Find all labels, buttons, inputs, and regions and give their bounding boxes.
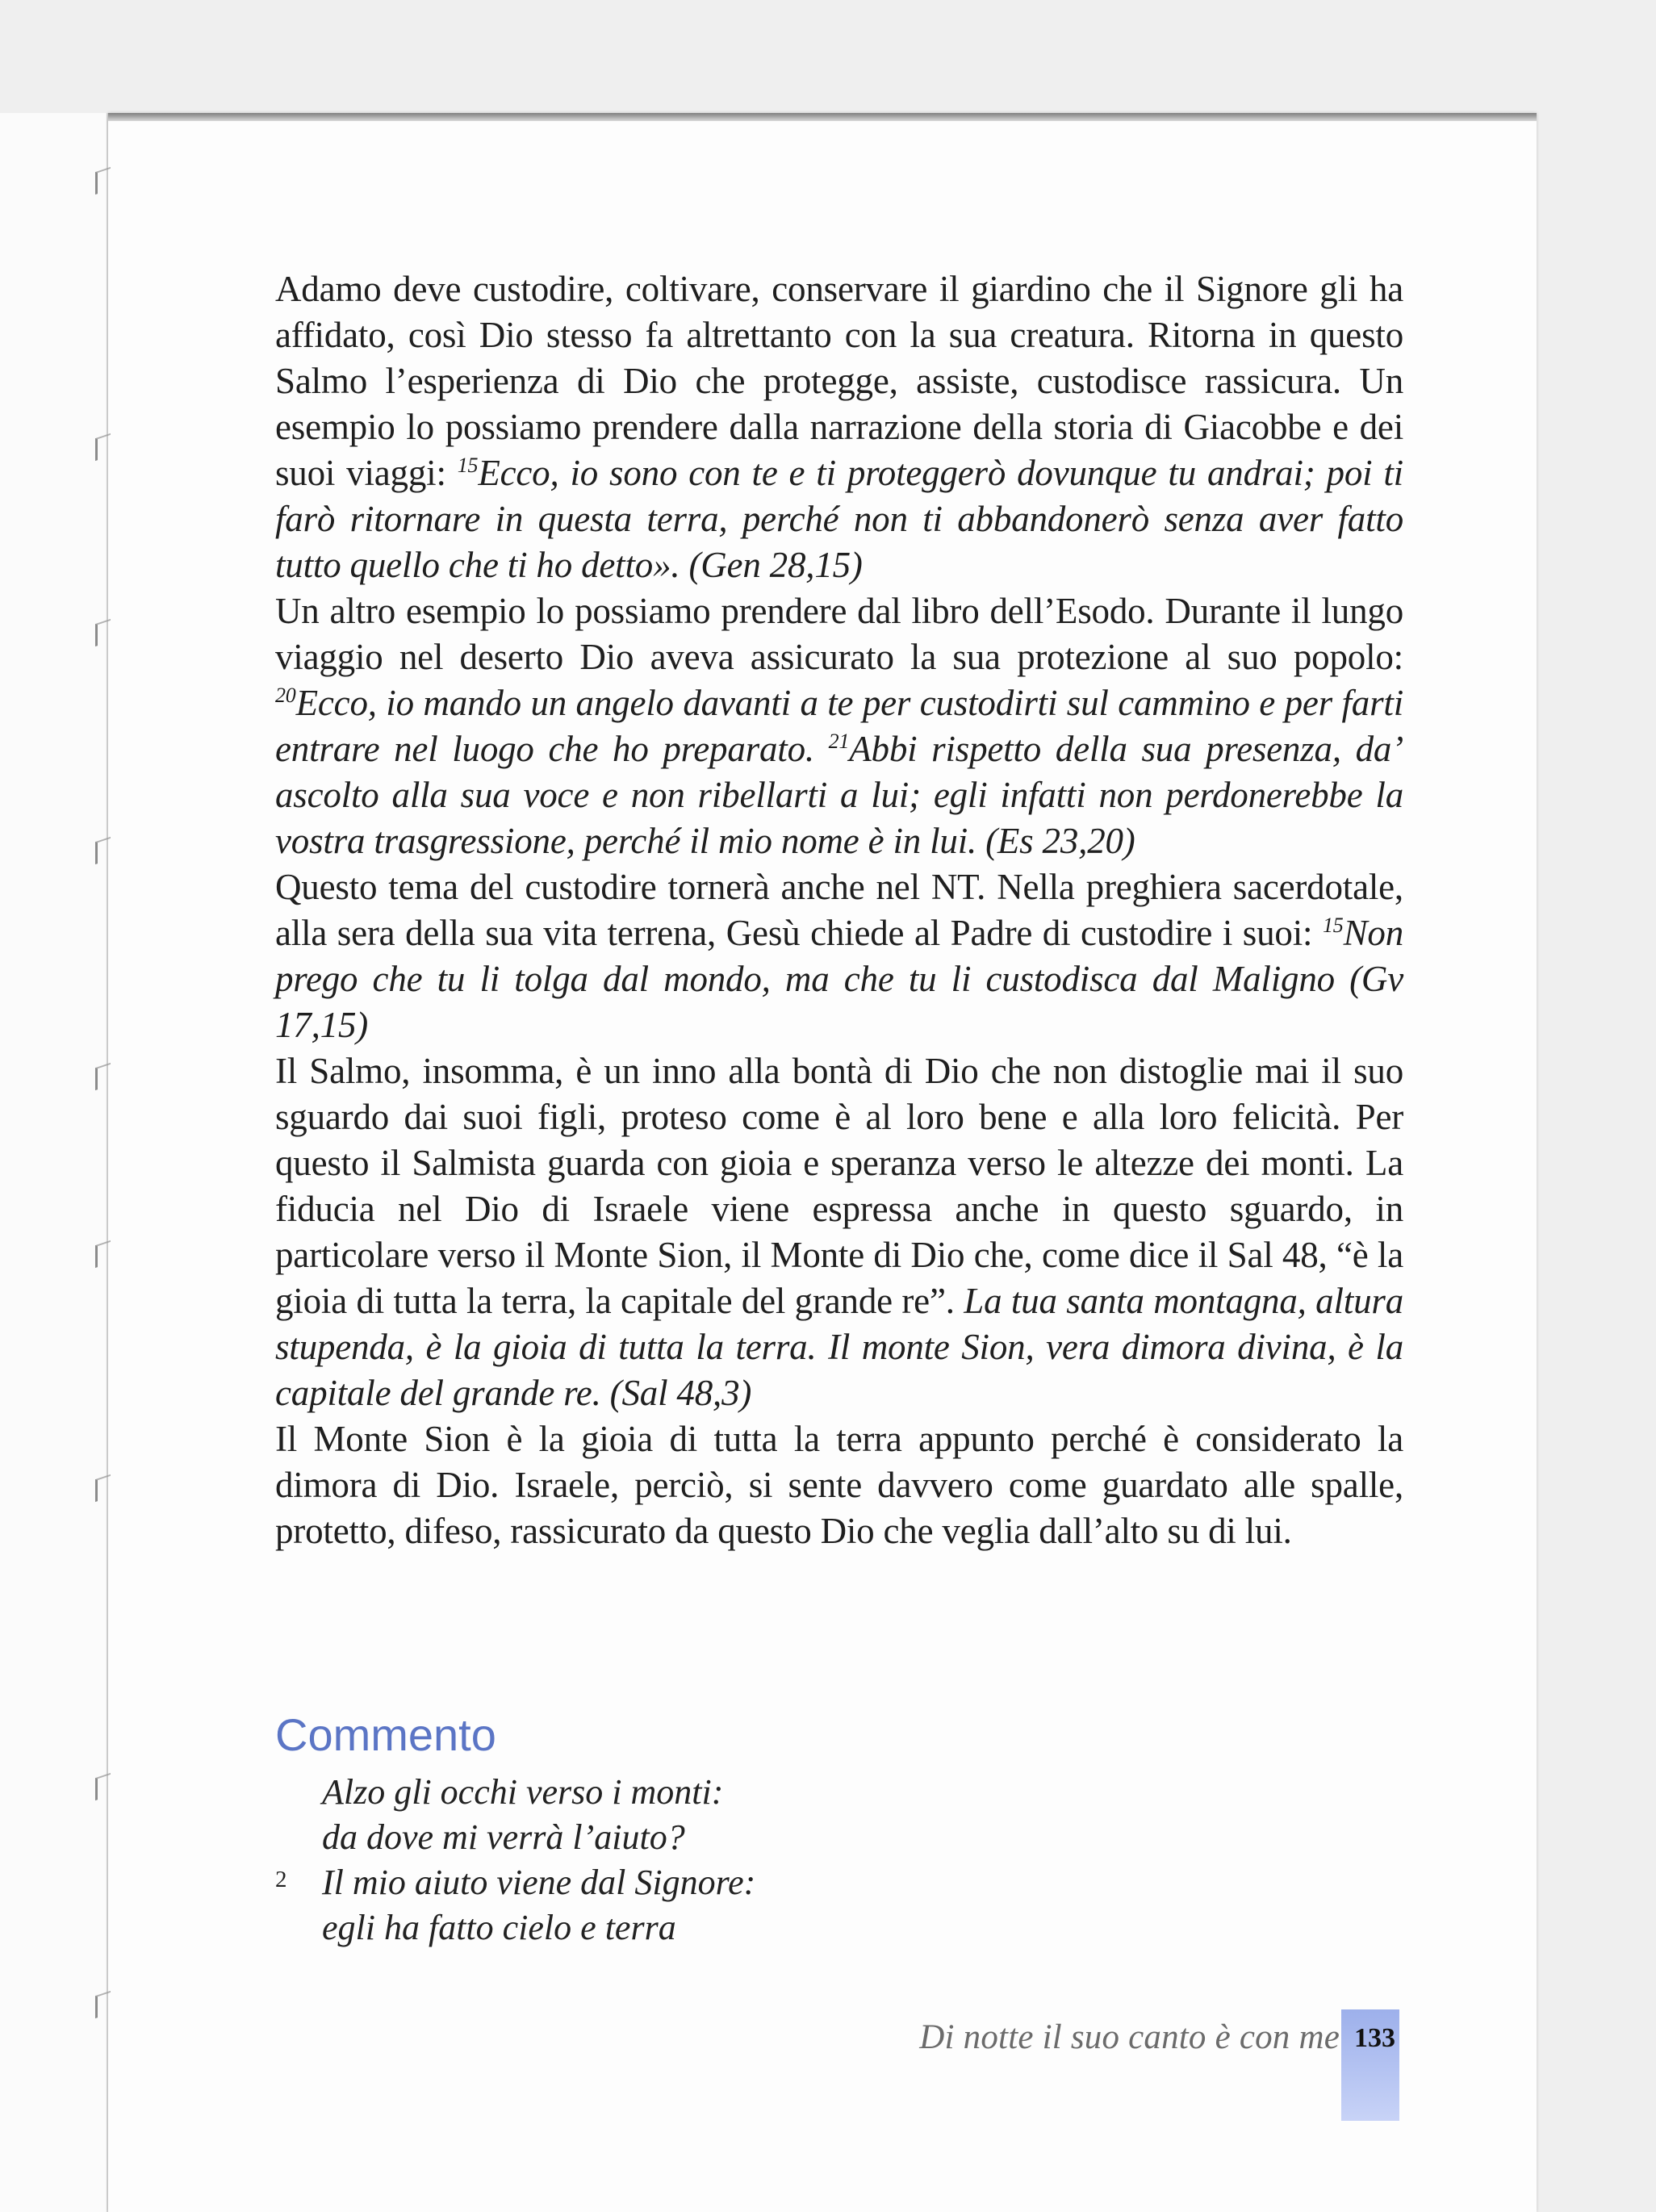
main-text [275,266,1403,1554]
psalm-line-text: Il mio aiuto viene dal Signore: [322,1863,756,1902]
paragraph-text: Questo tema del custodire tornerà anche nel NT. Nella preghiera sacerdotale, alla sera della sua vita terrena, Gesù chiede al Padre di custodire i suoi: [275,867,1403,953]
paragraph-sion [275,1416,1403,1554]
binding-mark [95,1240,111,1268]
bible-quote: Ecco, io sono con te e ti proteggerò dovunque tu andrai; poi ti farò ritornare in questa terra, perché non ti abbandonerò senza aver fatto tutto quello che ti ho detto». (Gen 28,15) [275,453,1403,585]
verse-number: 21 [828,730,850,753]
running-footer-title: Di notte il suo canto è con me [919,2018,1340,2056]
paragraph-text: Un altro esempio lo possiamo prendere dal libro dell’Esodo. Durante il lungo viaggio nel deserto Dio aveva assicurato la sua protezione al suo popolo: [275,591,1403,677]
psalm-line [275,1770,800,1815]
page-number: 133 [1354,2023,1395,2053]
paragraph-text: Il Monte Sion è la gioia di tutta la terra appunto perché è considerato la dimora di Dio. Israele, perciò, si sente davvero come guardato alle spalle, protetto, difeso, rassicurato da questo Dio che veglia dall’alto su di lui. [275,1419,1403,1551]
binding-mark [95,1063,111,1090]
binding-mark [95,167,111,194]
paragraph-text: Il Salmo, insomma, è un inno alla bontà di Dio che non distoglie mai il suo sguardo dai suoi figli, proteso come è al loro bene e alla loro felicità. Per questo il Salmista guarda con gioia e speranza verso le altezze dei monti. La fiducia nel Dio di Israele viene espressa anche in questo sguardo, in particolare verso il Monte Sion, il Monte di Dio che, come dice il Sal 48, “è la gioia di tutta la terra, la capitale del grande re”. [275,1051,1403,1321]
section-heading: Commento [275,1709,496,1761]
paragraph-psalm [275,1048,1403,1416]
bible-quote: Ecco, io mando un angelo davanti a te per custodirti sul cammino e per farti entrare nel luogo che ho preparato. [275,683,1403,769]
binding-mark [95,1991,111,2018]
binding-mark [95,619,111,646]
binding-mark [95,1474,111,1502]
paragraph-new-testament [275,864,1403,1048]
binding-mark [95,1773,111,1800]
psalm-line-text: egli ha fatto cielo e terra [322,1908,676,1947]
verse-number: 20 [275,684,296,707]
paragraph-genesis [275,266,1403,588]
psalm-line [275,1815,800,1860]
binding-mark [95,837,111,864]
binding-mark [95,433,111,461]
psalm-line [275,1860,800,1905]
psalm-line-text: Alzo gli occhi verso i monti: [322,1772,724,1812]
previous-page-edge [0,113,108,2212]
verse-number: 15 [457,454,479,477]
psalm-excerpt [275,1770,800,1951]
psalm-line [275,1905,800,1951]
bible-quote: La tua santa montagna, altura stupenda, è la gioia di tutta la terra. Il monte Sion, vera dimora divina, è la capitale del grande re. (Sal 48,3) [275,1281,1403,1413]
bible-quote: Abbi rispetto della sua presenza, da’ ascolto alla sua voce e non ribellarti a lui; egli infatti non perdonerebbe la vostra trasgressione, perché il mio nome è in lui. (Es 23,20) [275,729,1403,861]
paragraph-text: Adamo deve custodire, coltivare, conservare il giardino che il Signore gli ha affidato, così Dio stesso fa altrettanto con la sua creatura. Ritorna in questo Salmo l’esperienza di Dio che protegge, assiste, custodisce rassicura. Un esempio lo possiamo prendere dalla narrazione della storia di Giacobbe e dei suoi viaggi: [275,269,1403,493]
bible-quote: Non prego che tu li tolga dal mondo, ma che tu li custodisca dal Maligno (Gv 17,15) [275,913,1403,1045]
page-top-shadow [108,113,1537,121]
binding-marks [95,169,115,2090]
verse-number: 15 [1322,914,1344,937]
paragraph-exodus [275,588,1403,864]
psalm-line-text: da dove mi verrà l’aiuto? [322,1817,685,1857]
psalm-verse-number: 2 [275,1867,287,1892]
